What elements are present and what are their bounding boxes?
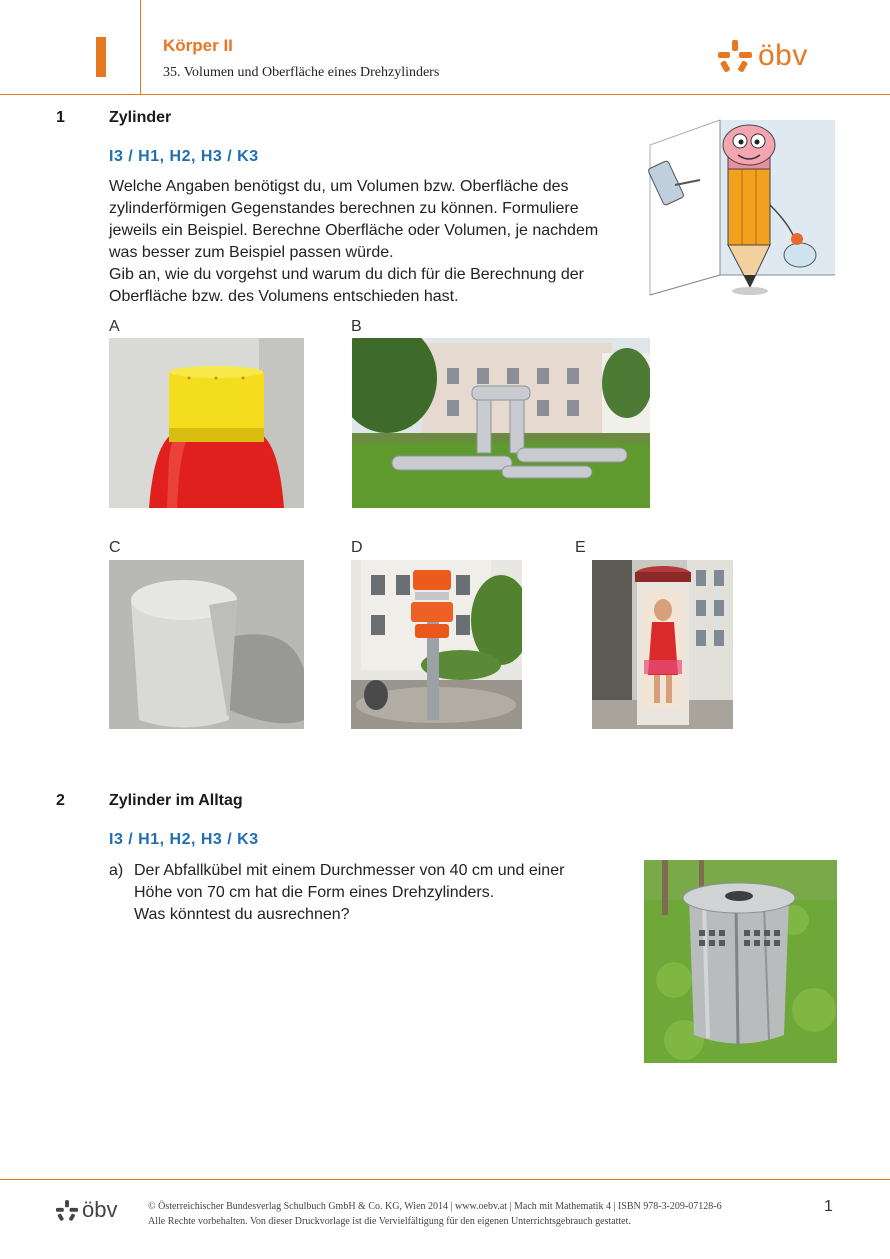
task-1-line: Oberfläche bzw. des Volumens entschieden hast. bbox=[109, 288, 459, 305]
task-2-line: Der Abfallkübel mit einem Durchmesser von 40 cm und einer bbox=[134, 862, 565, 879]
photo-waste-bin bbox=[644, 860, 837, 1063]
image-label-c: C bbox=[109, 539, 121, 556]
footer-divider bbox=[0, 1179, 890, 1180]
footer-copyright bbox=[148, 1199, 722, 1229]
publisher-logo bbox=[718, 40, 808, 72]
task-2-number: 2 bbox=[56, 792, 65, 809]
footer-logo bbox=[56, 1199, 117, 1221]
photo-b-pipe-sculpture bbox=[352, 338, 650, 508]
header-divider-vertical bbox=[140, 0, 141, 94]
footer-logo-text: öbv bbox=[82, 1197, 118, 1222]
task-1-number: 1 bbox=[56, 109, 65, 126]
oebv-asterisk-icon bbox=[56, 1200, 78, 1221]
image-label-a: A bbox=[109, 318, 120, 335]
section-subtitle: 35. Volumen und Oberfläche eines Drehzylinders bbox=[163, 65, 440, 80]
task-2-competencies: I3 / H1, H2, H3 / K3 bbox=[109, 831, 259, 848]
chapter-marker-bar bbox=[96, 37, 106, 77]
task-1-line: Welche Angaben benötigst du, um Volumen bzw. Oberfläche des bbox=[109, 178, 569, 195]
task-2-title: Zylinder im Alltag bbox=[109, 792, 243, 809]
image-label-b: B bbox=[351, 318, 362, 335]
task-1-instructions bbox=[109, 176, 629, 308]
task-1-line: jeweils ein Beispiel. Berechne Oberfläche oder Volumen, je nachdem bbox=[109, 222, 599, 239]
copyright-line: Alle Rechte vorbehalten. Von dieser Druckvorlage ist die Vervielfältigung für den eigenen Unterrichtsgebrauch gestattet. bbox=[148, 1216, 631, 1227]
pencil-mascot-illustration bbox=[640, 115, 840, 300]
task-2-line: Was könntest du ausrechnen? bbox=[134, 906, 350, 923]
photo-c-concrete-bollard bbox=[109, 560, 304, 729]
image-label-e: E bbox=[575, 539, 586, 556]
task-2-item-a-marker: a) bbox=[109, 862, 124, 879]
chapter-title: Körper II bbox=[163, 36, 233, 55]
task-1-line: Gib an, wie du vorgehst und warum du dich für die Berechnung der bbox=[109, 266, 584, 283]
copyright-line: © Österreichischer Bundesverlag Schulbuch GmbH & Co. KG, Wien 2014 | www.oebv.at | Mach mit Mathematik 4 | ISBN 978-3-209-07128-6 bbox=[148, 1201, 722, 1212]
image-label-d: D bbox=[351, 539, 363, 556]
task-1-title: Zylinder bbox=[109, 109, 172, 126]
oebv-asterisk-icon bbox=[718, 40, 752, 72]
task-1-line: zylinderförmigen Gegenstandes berechnen zu können. Formuliere bbox=[109, 200, 579, 217]
photo-d-fountain-column bbox=[351, 560, 522, 729]
logo-text: öbv bbox=[758, 39, 808, 72]
photo-e-advertising-column bbox=[592, 560, 733, 729]
photo-a-bottle-cap bbox=[109, 338, 304, 508]
header-divider-horizontal bbox=[0, 94, 890, 95]
page-number: 1 bbox=[824, 1198, 833, 1215]
task-2-line: Höhe von 70 cm hat die Form eines Drehzylinders. bbox=[134, 884, 495, 901]
task-1-line: was besser zum Beispiel passen würde. bbox=[109, 244, 394, 261]
task-1-competencies: I3 / H1, H2, H3 / K3 bbox=[109, 148, 259, 165]
task-2-item-a-text bbox=[134, 860, 614, 926]
